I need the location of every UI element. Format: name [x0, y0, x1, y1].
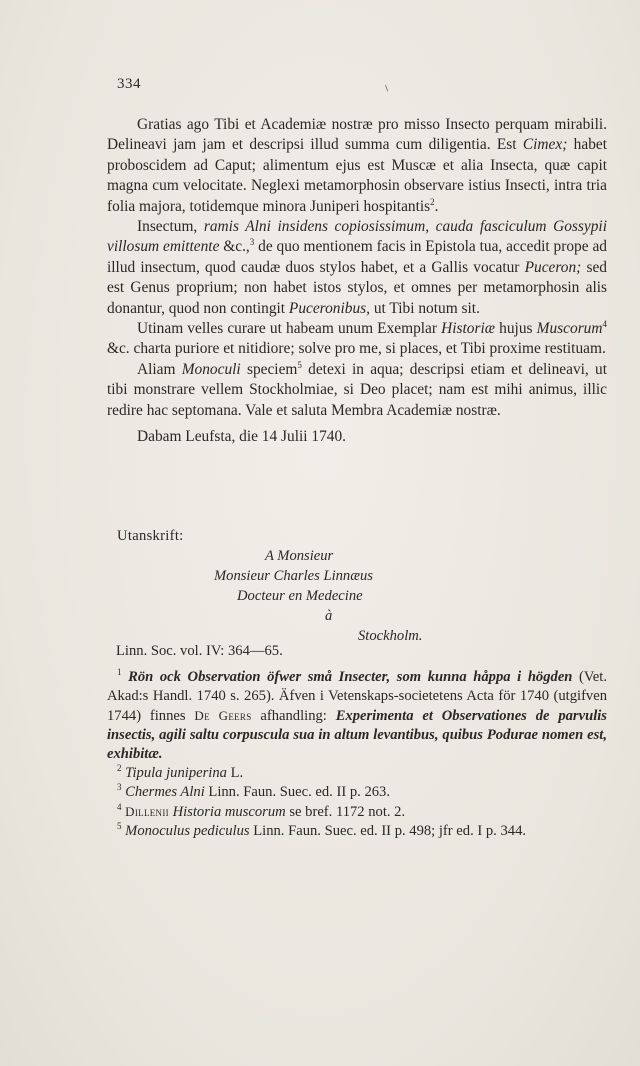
footnote-ref-5: 5 [297, 359, 302, 370]
historiae-term: Historiæ [441, 320, 496, 338]
puceronibus-term: Puceronibus, [288, 299, 370, 317]
address-line-4: à [325, 608, 333, 624]
paragraph-1: Gratias ago Tibi et Academiæ nostræ pro misso Insecto perquam mirabili. Delineavi jam jam et descripsi illud summa cum diligentia. Est Cimex; habet proboscidem ad Caput; alimentum ejus est Muscæ et alia Insecta, quæ capit magna cum velocitate. Neglexi metamorphosin observare istius Insecti, intra tria folia majora, totidemque minora Juniperi hospitantis$^2$. [107, 116, 607, 215]
address-line-1: A Monsieur [265, 548, 334, 564]
date-line: Dabam Leufsta, die 14 Julii 1740. [137, 428, 347, 446]
address-line-5: Stockholm. [358, 628, 423, 644]
footnote-ref-2: 2 [430, 196, 435, 207]
footnotes [107, 668, 607, 841]
paragraph-4: Aliam Monoculi speciem$^5$ detexi in aqua; descripsi etiam et delineavi, ut tibi monstrare vellem Stockholmiae, si Deo placet; nam est mihi animus, illic redire hac septomana. Vale et saluta Membra Academiæ nostræ. [107, 359, 607, 419]
address-block [107, 526, 607, 646]
page-number: 334 [117, 76, 141, 92]
address-line-2: Monsieur Charles Linnæus [214, 568, 373, 584]
footnote-ref-3: 3 [249, 237, 255, 248]
letter-body [107, 115, 607, 448]
footnote-ref-4: 4 [602, 319, 607, 330]
puceron-term: Puceron; [524, 258, 582, 276]
muscorum-term: Muscorum [536, 320, 603, 338]
footnote-4: $^4$ Dillenii Historia muscorum se bref. 1172 not. 2. [117, 802, 406, 820]
source-reference: Linn. Soc. vol. IV: 364—65. [116, 643, 283, 659]
paragraph-2: Insectum, ramis Alni insidens copiosissimum, cauda fasciculum Gossypii villosum emittente &c.,$^3$ de quo mentionem facis in Epistola tua, accedit prope ad illud insectum, quod caudæ duos stylos habet, et a Gallis vocatur Puceron; sed est Genus proprium; non habet istos stylos, et omnes per metamorphosin alis donantur, quod non contingit Puceronibus, ut Tibi notum sit. [107, 218, 607, 317]
cimex-term: Cimex; [522, 136, 568, 154]
address-line-3: Docteur en Medecine [237, 588, 363, 604]
insect-description: ramis Alni insidens copiosissimum, cauda fasciculum Gossypii villosum emittente [107, 218, 607, 256]
footnote-2: $^2$ Tipula juniperina L. [117, 763, 244, 781]
footnote-3: $^3$ Chermes Alni Linn. Faun. Suec. ed. II p. 263. [117, 782, 390, 800]
paragraph-3: Utinam velles curare ut habeam unum Exemplar Historiæ hujus Muscorum$^4$ &c. charta puriore et nitidiore; solve pro me, si places, et Tibi proxime restituam. [107, 319, 607, 358]
stray-mark [385, 83, 392, 91]
address-label: Utanskrift: [117, 528, 184, 544]
footnote-1: $^1$ Rön ock Observation öfwer små Insecter, som kunna håppa i högden (Vet. Akad:s Handl. 1740 s. 265). Äfven i Vetenskaps-societetens Acta för 1740 (utgifven 1744) finnes De Geers afhandling: Experimenta et Observationes de parvulis insectis, agili saltu corpuscula sua in altum levantibus, quibus Podurae nomen est, exhibitæ. [107, 667, 608, 762]
monoculi-term: Monoculi [181, 360, 241, 378]
footnote-5: $^5$ Monoculus pediculus Linn. Faun. Suec. ed. II p. 498; jfr ed. I p. 344. [117, 821, 527, 839]
